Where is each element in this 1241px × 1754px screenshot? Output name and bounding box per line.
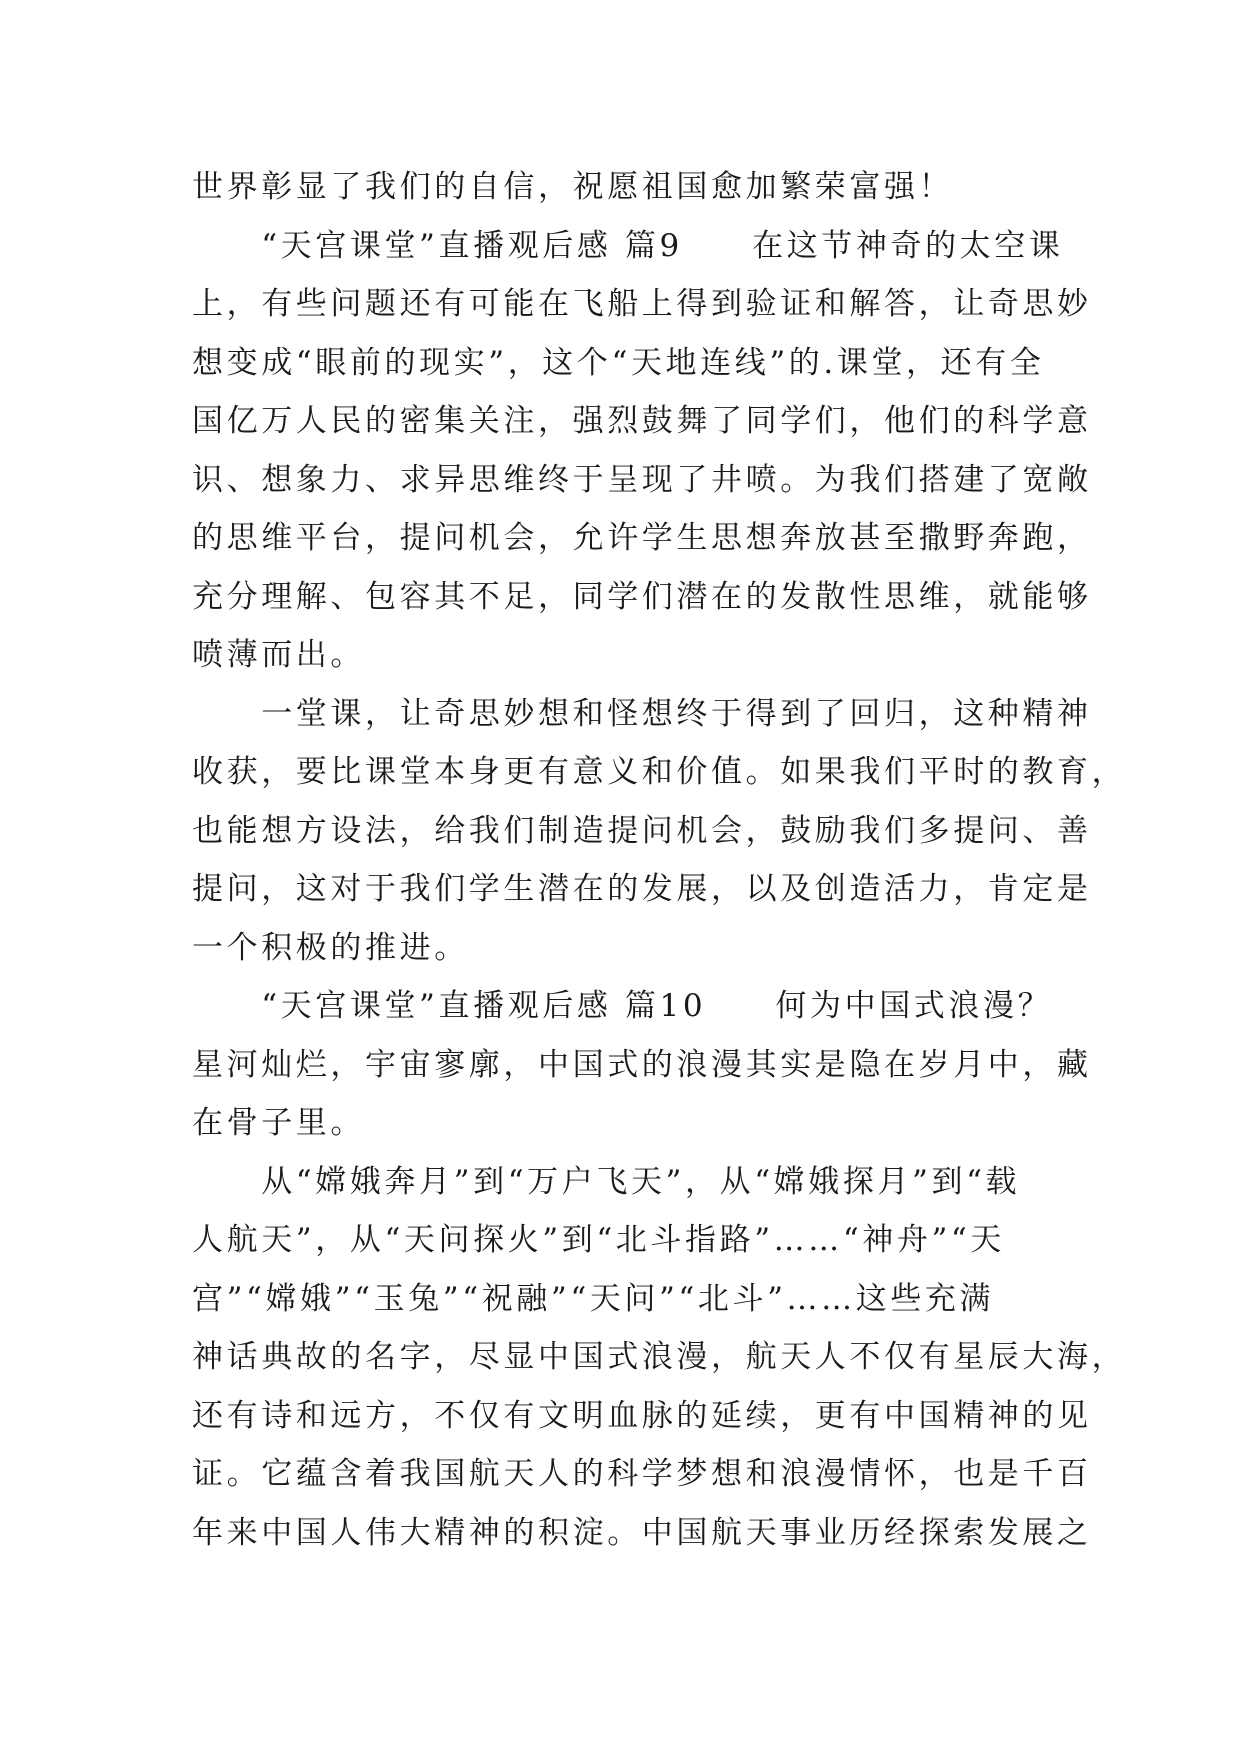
text-line: 一堂课，让奇思妙想和怪想终于得到了回归，这种精神 [192, 695, 1092, 732]
text-line: 神话典故的名字，尽显中国式浪漫，航天人不仅有星辰大海， [192, 1339, 1127, 1375]
text-line: 的思维平台，提问机会，允许学生思想奔放甚至撒野奔跑， [192, 520, 1092, 556]
text-line: 提问，这对于我们学生潜在的发展，以及创造活力，肯定是 [192, 871, 1092, 907]
text-line: 国亿万人民的密集关注，强烈鼓舞了同学们，他们的科学意 [192, 403, 1092, 439]
text-line: 人航天”，从“天问探火”到“北斗指路”……“神舟”“天 [192, 1222, 1005, 1258]
text-line: 识、想象力、求异思维终于呈现了井喷。为我们搭建了宽敞 [192, 461, 1092, 498]
body-text [192, 158, 1127, 1562]
text-line: 从“嫦娥奔月”到“万户飞天”，从“嫦娥探月”到“载 [192, 1163, 1021, 1200]
text-line: 收获，要比课堂本身更有意义和价值。如果我们平时的教育， [192, 754, 1127, 790]
text-line: 想变成“眼前的现实”，这个“天地连线”的.课堂，还有全 [192, 344, 1045, 381]
text-line: 在骨子里。 [192, 1105, 365, 1141]
text-line: 世界彰显了我们的自信，祝愿祖国愈加繁荣富强！ [192, 169, 954, 205]
text-line: 年来中国人伟大精神的积淀。中国航天事业历经探索发展之 [192, 1514, 1092, 1551]
text-line: 还有诗和远方，不仅有文明血脉的延续，更有中国精神的见 [192, 1397, 1092, 1434]
text-line: 充分理解、包容其不足，同学们潜在的发散性思维，就能够 [192, 578, 1092, 615]
section-heading-line: “天宫课堂”直播观后感 篇10 何为中国式浪漫？ [192, 988, 1053, 1024]
text-line: 也能想方设法，给我们制造提问机会，鼓励我们多提问、善 [192, 812, 1092, 849]
text-line: 宫”“嫦娥”“玉兔”“祝融”“天问”“北斗”……这些充满 [192, 1280, 995, 1317]
text-line: 星河灿烂，宇宙寥廓，中国式的浪漫其实是隐在岁月中，藏 [192, 1046, 1092, 1083]
text-line: 喷薄而出。 [192, 637, 365, 673]
section-heading-line: “天宫课堂”直播观后感 篇9 在这节神奇的太空课 [192, 227, 1064, 264]
text-line: 一个积极的推进。 [192, 929, 469, 966]
text-line: 上，有些问题还有可能在飞船上得到验证和解答，让奇思妙 [192, 286, 1092, 322]
text-line: 证。它蕴含着我国航天人的科学梦想和浪漫情怀，也是千百 [192, 1456, 1092, 1492]
